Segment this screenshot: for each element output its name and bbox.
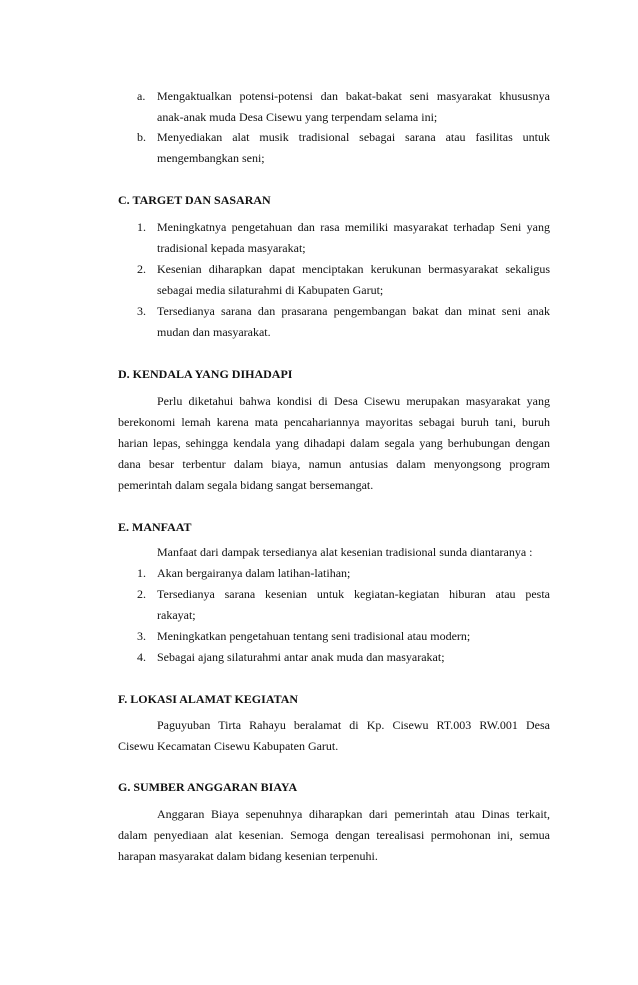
g-para-line3: harapan masyarakat dalam bidang kesenian terpenuhi. [118,849,378,863]
section-heading-c: C. TARGET DAN SASARAN [118,193,271,207]
c-item2-line2: sebagai media silaturahmi di Kabupaten Garut; [157,283,384,297]
list-marker-e1: 1. [137,566,146,580]
c-item1-line2: tradisional kepada masyarakat; [157,241,306,255]
section-heading-g: G. SUMBER ANGGARAN BIAYA [118,780,298,794]
list-marker-c1: 1. [137,220,146,234]
list-item-a-line2: anak-anak muda Desa Cisewu yang terpendam selama ini; [157,110,438,124]
section-heading-f: F. LOKASI ALAMAT KEGIATAN [118,692,299,706]
d-para-line1: Perlu diketahui bahwa kondisi di Desa Cisewu merupakan masyarakat yang [157,394,550,408]
list-marker-e3: 3. [137,629,146,643]
d-para-line3: harian lepas, sehingga kendala yang dihadapi dalam segala yang berhubungan dengan [118,436,550,450]
section-heading-e: E. MANFAAT [118,520,192,534]
section-heading-d: D. KENDALA YANG DIHADAPI [118,367,293,381]
list-item-b-line2: mengembangkan seni; [157,151,265,165]
f-para-line2: Cisewu Kecamatan Cisewu Kabupaten Garut. [118,739,339,753]
list-item-a-line1: Mengaktualkan potensi-potensi dan bakat-bakat seni masyarakat khususnya [157,89,550,103]
e-item3-line1: Meningkatkan pengetahuan tentang seni tradisional atau modern; [157,629,471,643]
c-item2-line1: Kesenian diharapkan dapat menciptakan kerukunan bermasyarakat sekaligus [157,262,550,276]
c-item3-line2: mudan dan masyarakat. [157,325,271,339]
f-para-line1: Paguyuban Tirta Rahayu beralamat di Kp. Cisewu RT.003 RW.001 Desa [157,718,550,732]
list-marker-c2: 2. [137,262,146,276]
list-marker-a: a. [137,89,146,103]
c-item3-line1: Tersedianya sarana dan prasarana pengembangan bakat dan minat seni anak [157,304,550,318]
d-para-line2: berekonomi lemah karena mata pencahariannya mayoritas sebagai buruh tani, buruh [118,415,550,429]
g-para-line1: Anggaran Biaya sepenuhnya diharapkan dari pemerintah atau Dinas terkait, [157,807,550,821]
e-item2-line2: rakayat; [157,608,196,622]
e-item1-line1: Akan bergairanya dalam latihan-latihan; [157,566,351,580]
list-marker-e4: 4. [137,650,146,664]
list-marker-e2: 2. [137,587,146,601]
c-item1-line1: Meningkatnya pengetahuan dan rasa memiliki masyarakat terhadap Seni yang [157,220,550,234]
g-para-line2: dalam penyediaan alat kesenian. Semoga dengan terealisasi permohonan ini, semua [118,828,550,842]
e-intro: Manfaat dari dampak tersedianya alat kesenian tradisional sunda diantaranya : [157,545,533,559]
list-item-b-line1: Menyediakan alat musik tradisional sebagai sarana atau fasilitas untuk [157,130,550,144]
d-para-line4: dana besar terbentur dalam biaya, namun antusias dalam menyongsong program [118,457,550,471]
e-item4-line1: Sebagai ajang silaturahmi antar anak muda dan masyarakat; [157,650,445,664]
list-marker-c3: 3. [137,304,146,318]
e-item2-line1: Tersedianya sarana kesenian untuk kegiatan-kegiatan hiburan atau pesta [157,587,550,601]
list-marker-b: b. [137,130,146,144]
d-para-line5: pemerintah dalam segala bidang sangat bersemangat. [118,478,374,492]
